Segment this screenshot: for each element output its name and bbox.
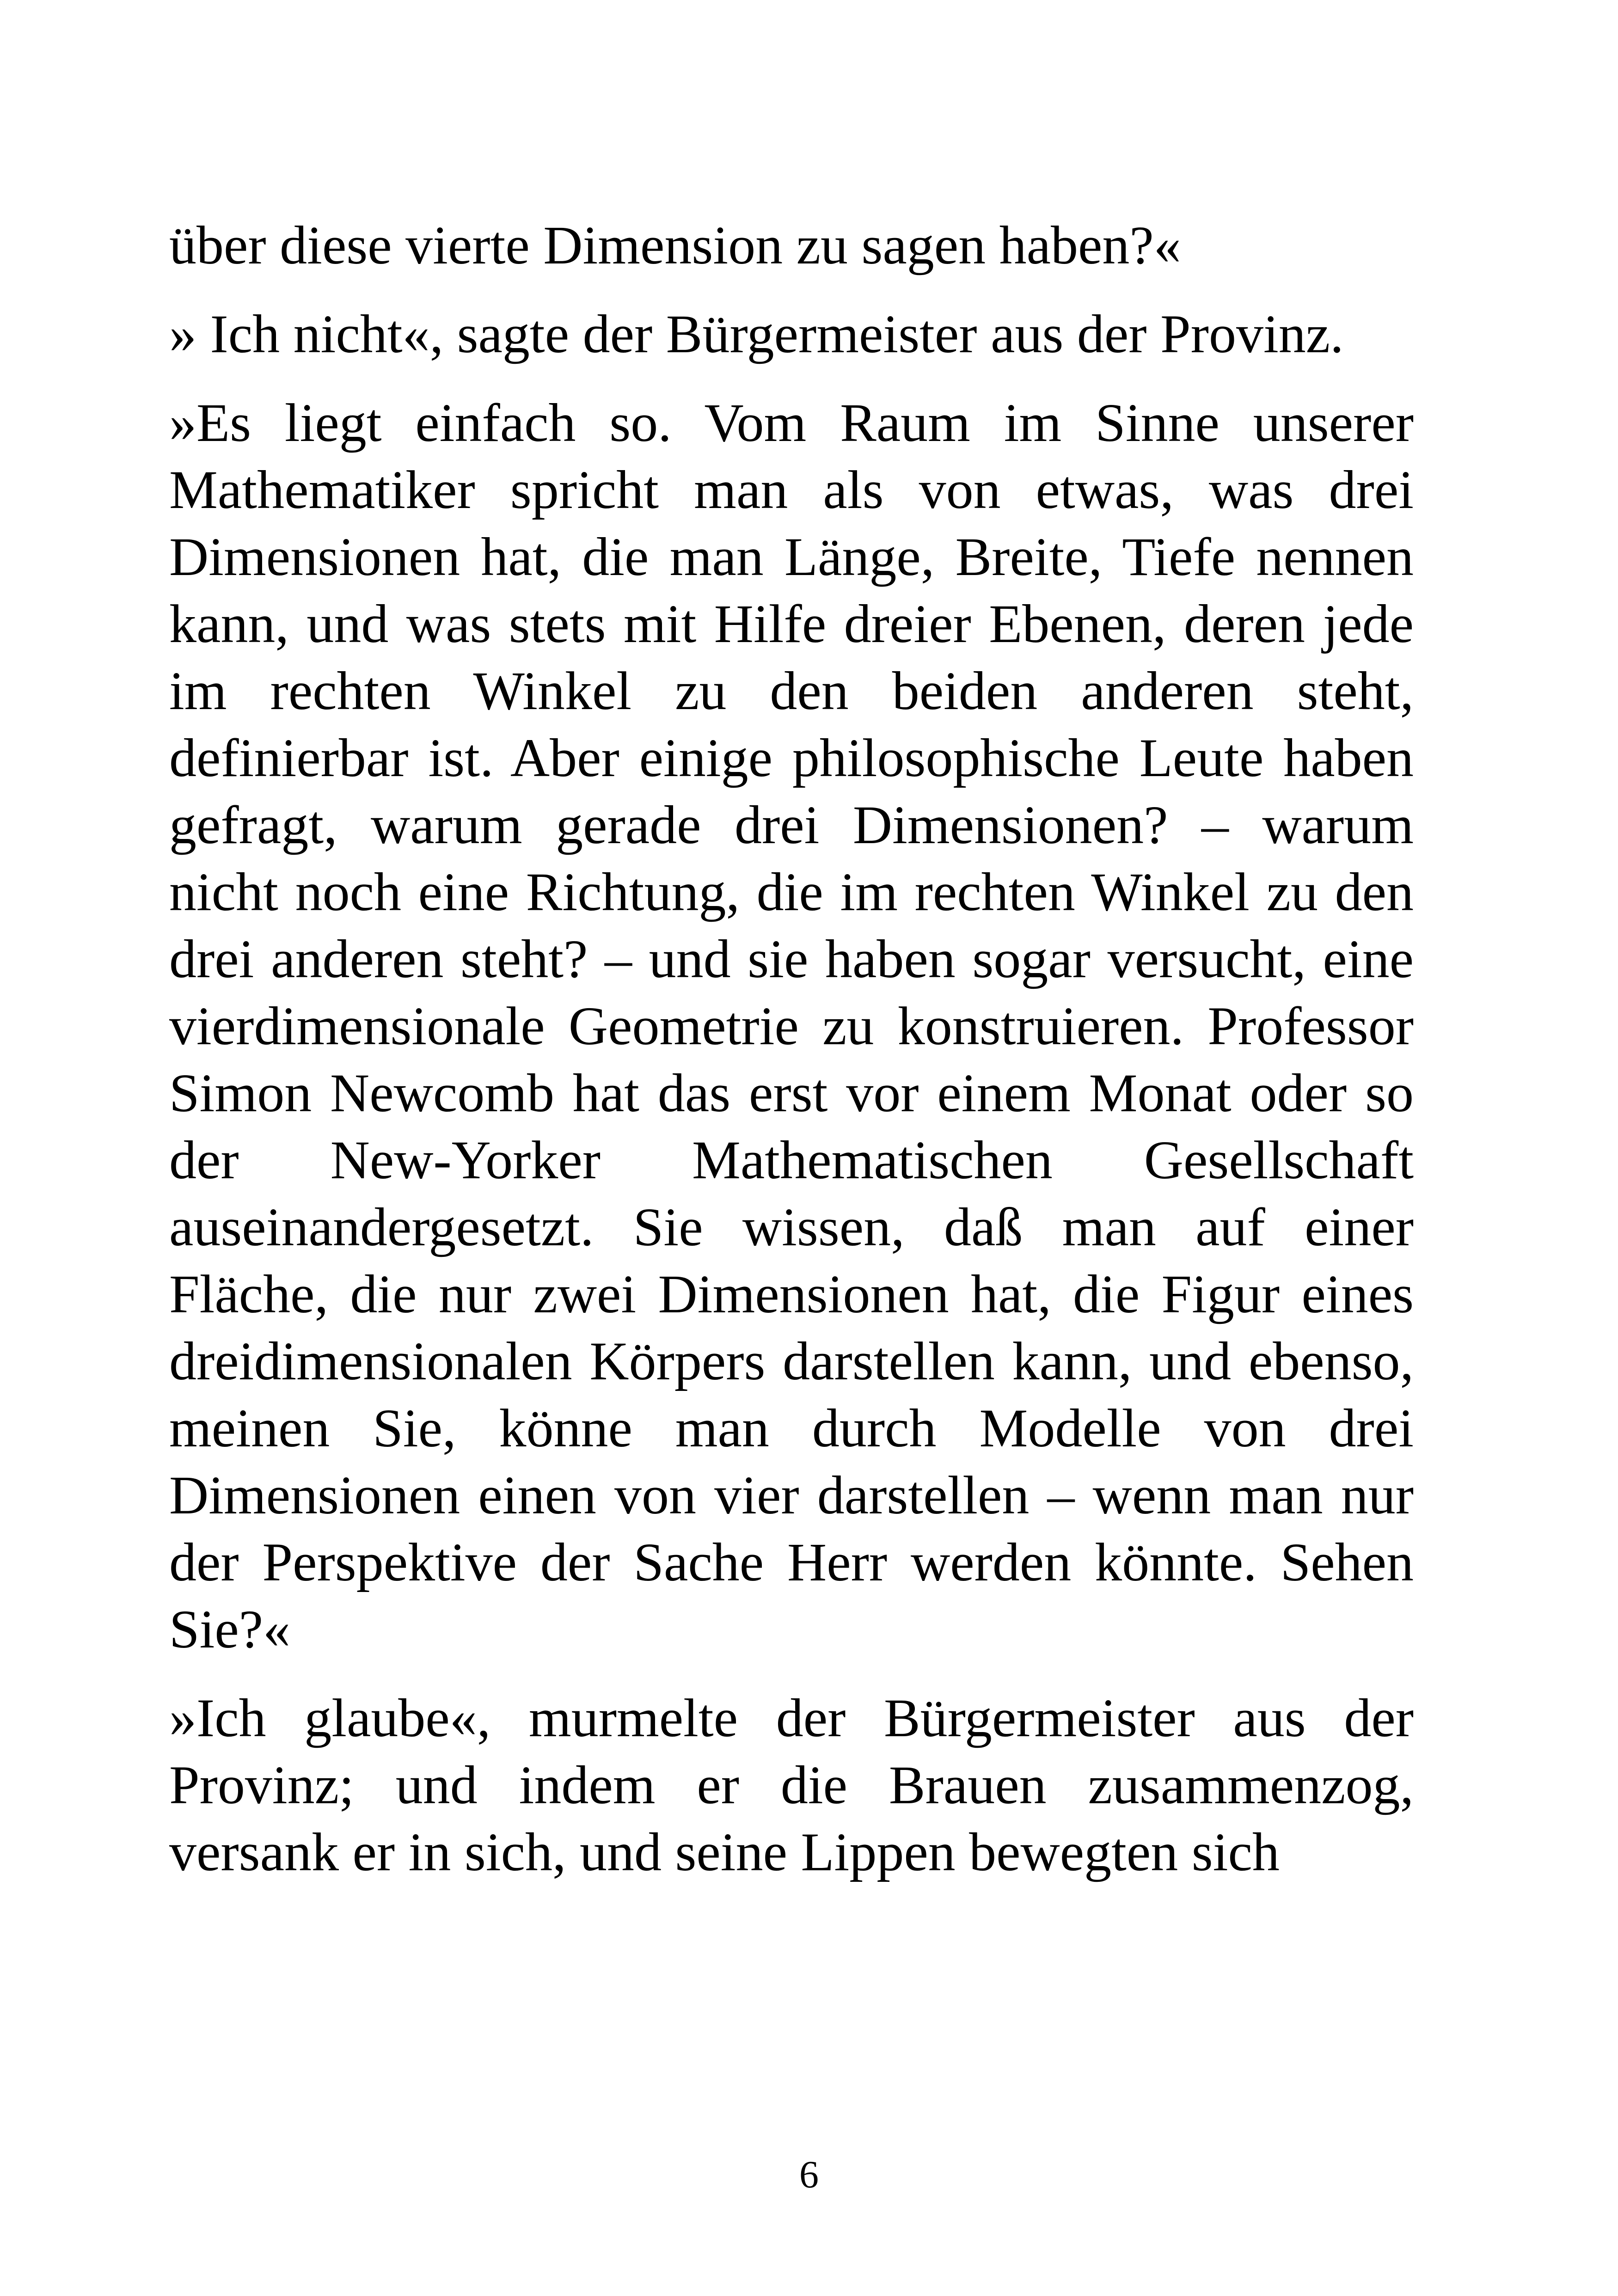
page-number: 6 (799, 2153, 819, 2196)
paragraph: » Ich nicht«, sagte der Bürgermeister aus der Provinz. (169, 304, 1344, 364)
paragraph: über diese vierte Dimension zu sagen haben?« (169, 215, 1181, 276)
paragraph: »Es liegt einfach so. Vom Raum im Sinne unserer Mathematiker spricht man als von etwas, was drei Dimensionen hat, die man Länge, Breite, Tiefe nennen kann, und was stets mit Hilfe dreier Ebenen, deren jede im rechten Winkel zu den beiden anderen steht, definierbar ist. Aber einige philosophische Leute haben gefragt, warum gerade drei Dimensionen? – warum nicht noch eine Richtung, die im rechten Winkel zu den drei anderen steht? – und sie haben sogar versucht, eine vierdimensionale Geometrie zu konstruieren. Professor Simon Newcomb hat das erst vor einem Monat oder so der New-Yorker Mathematischen Gesellschaft auseinandergesetzt. Sie wissen, daß man auf einer Fläche, die nur zwei Dimensionen hat, die Figur eines dreidimensionalen Körpers darstellen kann, und ebenso, meinen Sie, könne man durch Modelle von drei Dimensionen einen von vier darstellen – wenn man nur der Perspektive der Sache Herr werden könnte. Sehen Sie?« (169, 392, 1414, 1659)
body-text (169, 212, 1414, 1907)
paragraph: »Ich glaube«, murmelte der Bürgermeister aus der Provinz; und indem er die Brauen zusammenzog, versank er in sich, und seine Lippen bewegten sich (169, 1688, 1414, 1882)
